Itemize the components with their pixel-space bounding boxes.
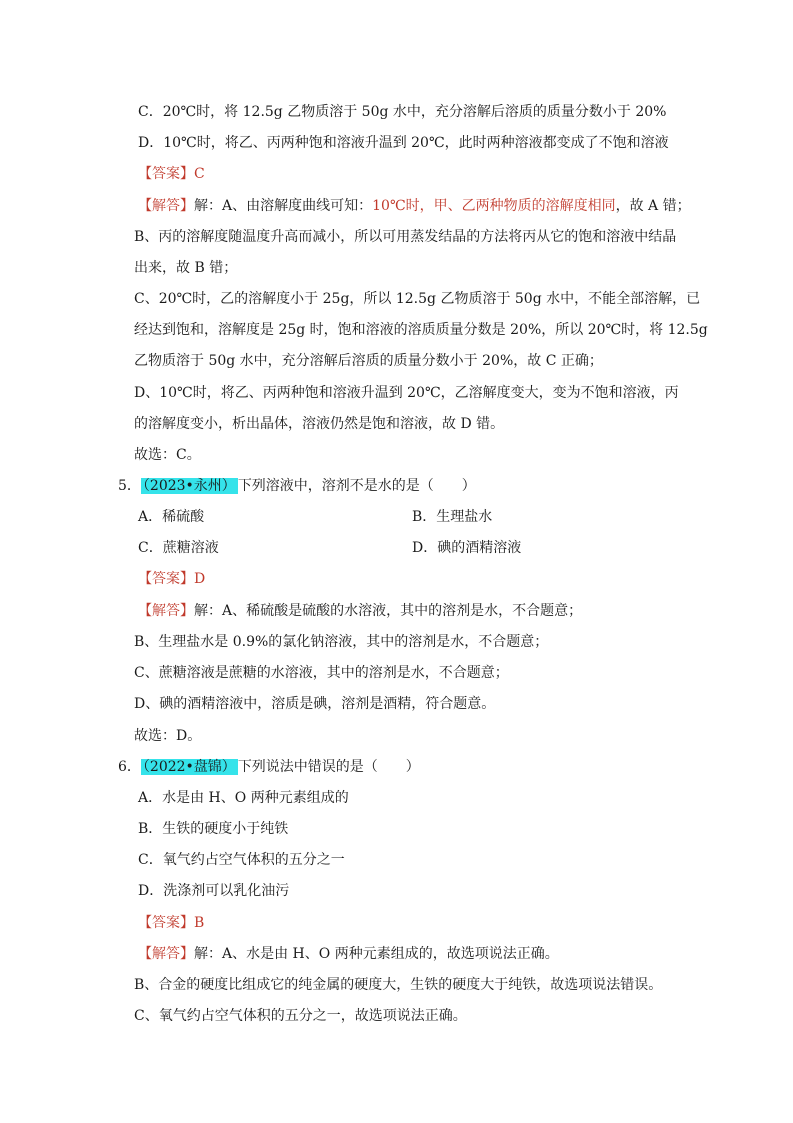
q4-analysis-d2: 的溶解度变小，析出晶体，溶液仍然是饱和溶液，故 D 错。 (134, 416, 505, 432)
q5-analysis-c: C、蔗糖溶液是蔗糖的水溶液，其中的溶剂是水，不合题意； (134, 665, 509, 681)
source-tag: （2023•永州） (142, 478, 236, 494)
q5-stem (118, 476, 476, 496)
q6-option-a: A．水是由 H、O 两种元素组成的 (138, 790, 349, 806)
q5-analysis-a (138, 601, 582, 621)
q5-option-a: A．稀硫酸 (138, 509, 205, 525)
analysis-text: 解：A、稀硫酸是硫酸的水溶液，其中的溶剂是水，不合题意； (194, 603, 583, 619)
analysis-label: 【解答】 (138, 946, 194, 962)
q5-option-b: B．生理盐水 (412, 509, 493, 525)
q4-analysis-c3: 乙物质溶于 50g 水中，充分溶解后溶质的质量分数小于 20%，故 C 正确； (134, 353, 603, 369)
analysis-text: 解：A、水是由 H、O 两种元素组成的，故选项说法正确。 (194, 946, 559, 962)
q6-option-b: B．生铁的硬度小于纯铁 (138, 821, 289, 837)
q6-analysis-a (138, 944, 559, 964)
q6-option-c: C．氧气约占空气体积的五分之一 (138, 852, 345, 868)
analysis-text: ，故 A 错； (615, 198, 691, 214)
analysis-label: 【解答】 (138, 198, 194, 214)
source-tag: （2022•盘锦） (142, 759, 236, 775)
question-number: 5． (118, 478, 141, 494)
q5-analysis-d: D、碘的酒精溶液中，溶质是碘，溶剂是酒精，符合题意。 (134, 696, 496, 712)
q6-stem (118, 757, 420, 777)
q4-answer (138, 164, 205, 184)
q5-option-d: D．碘的酒精溶液 (412, 540, 522, 556)
answer-label: 【答案】 (138, 915, 194, 931)
question-number: 6． (118, 759, 141, 775)
q4-option-d: D．10℃时，将乙、丙两种饱和溶液升温到 20℃，此时两种溶液都变成了不饱和溶液 (138, 135, 669, 151)
question-text: 下列说法中错误的是（ ） (237, 759, 420, 775)
q6-analysis-c: C、氧气约占空气体积的五分之一，故选项说法正确。 (134, 1008, 467, 1024)
q5-answer (138, 569, 205, 589)
q4-analysis-c1: C、20℃时，乙的溶解度小于 25g，所以 12.5g 乙物质溶于 50g 水中，不能全部溶解，已 (134, 291, 701, 307)
q4-analysis-b1: B、丙的溶解度随温度升高而减小，所以可用蒸发结晶的方法将丙从它的饱和溶液中结晶 (134, 229, 677, 245)
question-text: 下列溶液中，溶剂不是水的是（ ） (237, 478, 476, 494)
q4-analysis-b2: 出来，故 B 错； (134, 260, 238, 276)
q6-answer (138, 913, 204, 933)
q4-analysis-c2: 经达到饱和，溶解度是 25g 时，饱和溶液的溶质质量分数是 20%，所以 20℃时，将 12.5g (134, 322, 708, 338)
q5-option-c: C．蔗糖溶液 (138, 540, 219, 556)
q4-choose: 故选：C。 (134, 447, 201, 463)
q4-option-c: C．20℃时，将 12.5g 乙物质溶于 50g 水中，充分溶解后溶质的质量分数小于 20% (138, 104, 667, 120)
answer-value: D (194, 571, 206, 587)
answer-value: C (194, 166, 205, 182)
answer-label: 【答案】 (138, 571, 194, 587)
answer-value: B (194, 915, 205, 931)
analysis-text: 解：A、由溶解度曲线可知： (194, 198, 373, 214)
analysis-label: 【解答】 (138, 603, 194, 619)
q5-analysis-b: B、生理盐水是 0.9%的氯化钠溶液，其中的溶剂是水，不合题意； (134, 634, 549, 650)
q5-choose: 故选：D。 (134, 728, 202, 744)
answer-label: 【答案】 (138, 166, 194, 182)
highlight-text: 10℃时，甲、乙两种物质的溶解度相同 (372, 198, 616, 214)
q4-analysis-d1: D、10℃时，将乙、丙两种饱和溶液升温到 20℃，乙溶解度变大，变为不饱和溶液，丙 (134, 385, 679, 401)
q6-option-d: D．洗涤剂可以乳化油污 (138, 883, 290, 899)
q4-analysis-a (138, 196, 691, 216)
q6-analysis-b: B、合金的硬度比组成它的纯金属的硬度大，生铁的硬度大于纯铁，故选项说法错误。 (134, 977, 663, 993)
